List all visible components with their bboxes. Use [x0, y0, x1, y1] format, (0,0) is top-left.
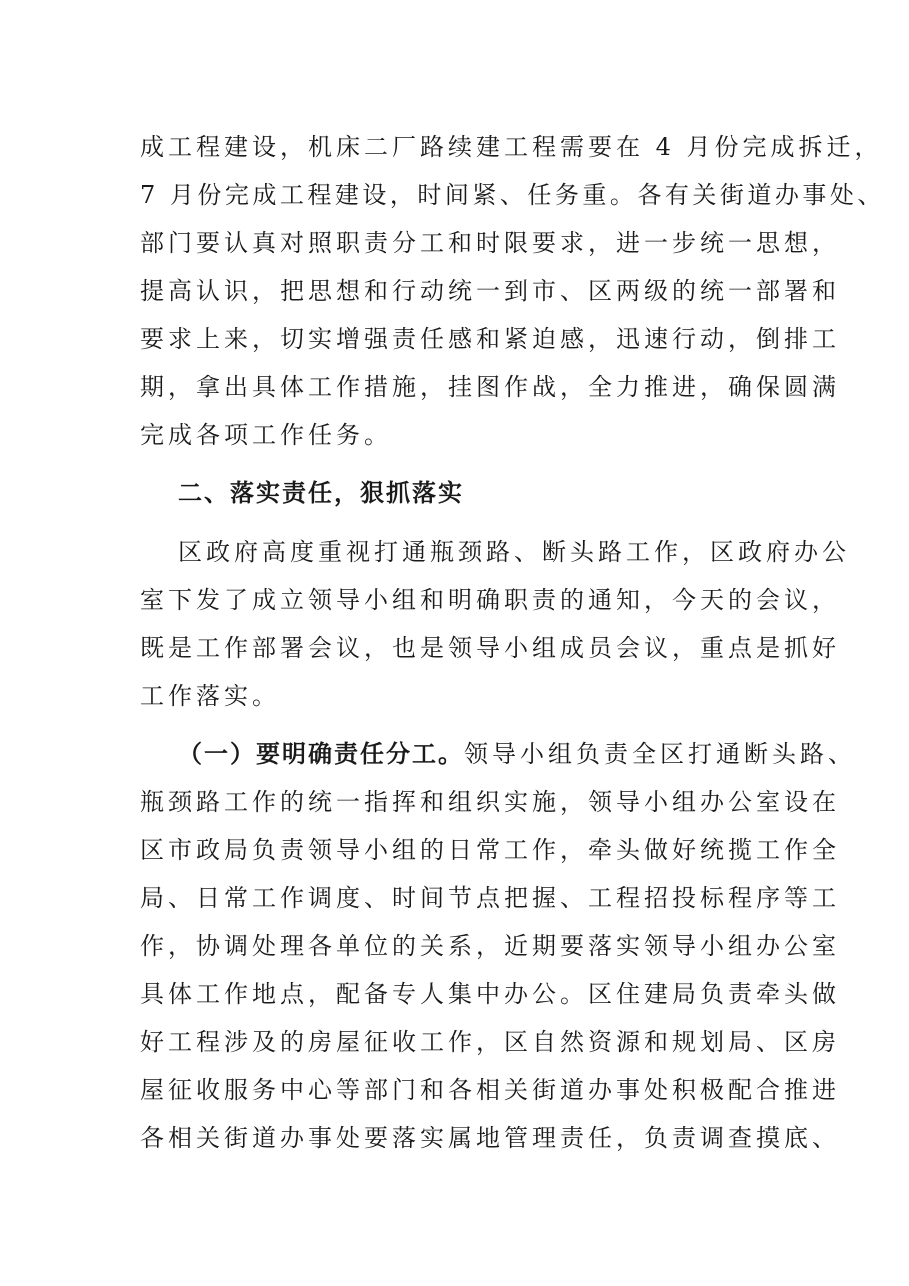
paragraph-3-line-9: 各相关街道办事处要落实属地管理责任，负责调查摸底、 — [140, 1124, 840, 1152]
paragraph-2-line-1: 区政府高度重视打通瓶颈路、断头路工作，区政府办公 — [178, 538, 850, 566]
paragraph-3-line-2: 瓶颈路工作的统一指挥和组织实施，领导小组办公室设在 — [140, 788, 840, 816]
paragraph-1-line-3: 部门要认真对照职责分工和时限要求，进一步统一思想， — [140, 229, 840, 257]
paragraph-2-line-2: 室下发了成立领导小组和明确职责的通知，今天的会议， — [140, 586, 840, 614]
paragraph-1-line-7: 完成各项工作任务。 — [140, 421, 392, 449]
paragraph-1-line-6: 期，拿出具体工作措施，挂图作战，全力推进，确保圆满 — [140, 373, 840, 401]
paragraph-3-line-7: 好工程涉及的房屋征收工作，区自然资源和规划局、区房 — [140, 1028, 840, 1056]
paragraph-2-line-3: 既是工作部署会议，也是领导小组成员会议，重点是抓好 — [140, 634, 840, 662]
paragraph-3-line-4: 局、日常工作调度、时间节点把握、工程招投标程序等工 — [140, 884, 840, 912]
paragraph-2-line-4: 工作落实。 — [140, 682, 280, 710]
paragraph-3-line-8: 屋征收服务中心等部门和各相关街道办事处积极配合推进 — [140, 1076, 840, 1104]
paragraph-3-line-6: 具体工作地点，配备专人集中办公。区住建局负责牵头做 — [140, 980, 840, 1008]
paragraph-1-line-5: 要求上来，切实增强责任感和紧迫感，迅速行动，倒排工 — [140, 325, 840, 353]
paragraph-3-line-1 — [178, 739, 856, 769]
paragraph-3-bold-lead: （一）要明确责任分工。 — [178, 740, 464, 768]
paragraph-3-line-3: 区市政局负责领导小组的日常工作，牵头做好统揽工作全 — [140, 836, 840, 864]
paragraph-1-line-2: 7 月份完成工程建设，时间紧、任务重。各有关街道办事处、 — [140, 181, 885, 209]
section-heading: 二、落实责任，狠抓落实 — [178, 479, 464, 507]
paragraph-1-line-1: 成工程建设，机床二厂路续建工程需要在 4 月份完成拆迁， — [140, 133, 883, 161]
paragraph-3-first-line-rest: 领导小组负责全区打通断头路、 — [464, 740, 856, 768]
paragraph-1-line-4: 提高认识，把思想和行动统一到市、区两级的统一部署和 — [140, 277, 840, 305]
paragraph-3-line-5: 作，协调处理各单位的关系，近期要落实领导小组办公室 — [140, 932, 840, 960]
